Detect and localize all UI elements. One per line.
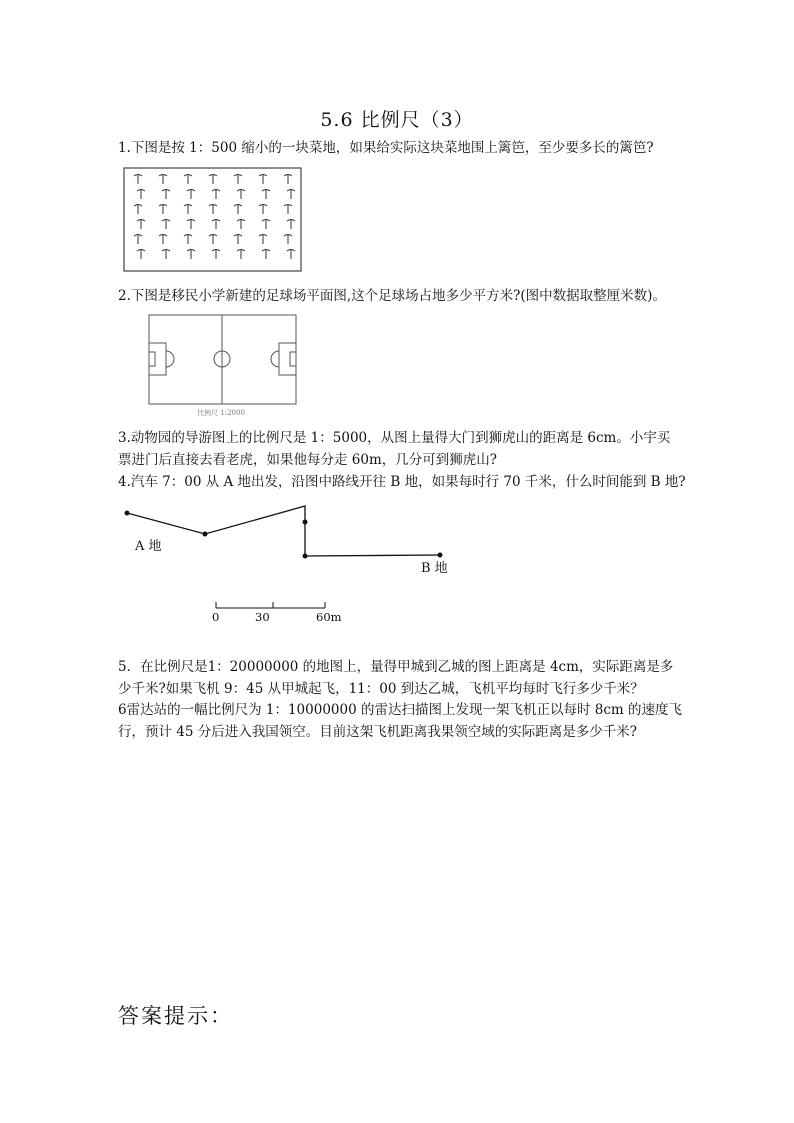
sprout-mark [184,235,192,245]
sprout-mark [287,190,295,200]
label-a: A 地 [135,539,162,554]
vegetable-plot-figure [122,166,304,274]
route-figure [115,498,455,628]
right-penalty-area [279,343,296,375]
sprout-mark [134,235,142,245]
sprout-mark [187,190,195,200]
field-scale-label: 比例尺 1:2000 [197,409,245,417]
sprout-mark [237,220,245,230]
sprout-mark [137,250,145,260]
sprout-mark [212,190,220,200]
sprout-mark [262,250,270,260]
question-5 [118,656,673,700]
sprout-mark [162,190,170,200]
route-point [303,520,308,525]
page-title: 5.6 比例尺（3） [320,109,474,131]
question-2: 2.下图是移民小学新建的足球场平面图,这个足球场占地多少平方米?(图中数据取整厘米数)。 [118,288,666,304]
sprout-mark [187,220,195,230]
sprout-mark [237,250,245,260]
question-3-line-1: 3.动物园的导游图上的比例尺是 1：5000，从图上量得大门到狮虎山的距离是 6cm。小宇买 [118,430,671,446]
sprout-mark [237,190,245,200]
sprout-mark [184,205,192,215]
sprout-mark [287,220,295,230]
sprout-mark [262,220,270,230]
sprout-mark [287,250,295,260]
sprout-mark [134,175,142,185]
sprout-mark [284,205,292,215]
sprout-mark [159,235,167,245]
sprout-mark [212,250,220,260]
sprout-mark [259,205,267,215]
sprout-mark [159,205,167,215]
sprout-mark [162,250,170,260]
route-path [127,506,440,556]
sprout-mark [284,175,292,185]
football-field-figure [145,312,300,422]
sprout-mark [209,175,217,185]
sprout-mark [212,220,220,230]
sprout-mark [262,190,270,200]
scale-tick-label: 30 [255,610,270,624]
sprout-mark [259,235,267,245]
question-6 [118,699,682,743]
sprout-mark [184,175,192,185]
question-6-line-2: 行，预计 45 分后进入我国领空。目前这架飞机距离我果领空域的实际距离是多少千米? [118,724,637,740]
point-b [438,553,443,558]
question-4: 4.汽车 7：00 从 A 地出发，沿图中路线开往 B 地，如果每时行 70 千米，什么时间能到 B 地? [118,474,686,490]
sprout-mark [234,175,242,185]
answer-heading: 答案提示： [118,1004,233,1028]
question-6-line-1: 6雷达站的一幅比例尺为 1：10000000 的雷达扫描图上发现一架飞机正以每时 8cm 的速度飞 [118,702,683,718]
question-3 [118,427,670,471]
sprout-mark [209,205,217,215]
left-goal-area [149,352,155,366]
question-5-line-2: 少千米?如果飞机 9：45 从甲城起飞，11：00 到达乙城，飞机平均每时飞行多少千米？ [118,681,644,697]
right-goal-area [290,352,296,366]
sprout-mark [284,235,292,245]
scale-tick-label: 0 [212,610,220,624]
left-penalty-arc [166,351,174,367]
sprout-mark [209,235,217,245]
route-point [203,532,208,537]
point-a [125,511,130,516]
sprout-mark [134,205,142,215]
route-point [303,554,308,559]
question-3-line-2: 票进门后直接去看老虎，如果他每分走 60m，几分可到狮虎山? [118,452,498,468]
left-penalty-area [149,343,166,375]
sprout-mark [234,205,242,215]
label-b: B 地 [421,561,448,576]
sprout-mark [234,235,242,245]
sprout-mark [137,190,145,200]
question-5-line-1: 5．在比例尺是1：20000000 的地图上，量得甲城到乙城的图上距离是 4cm，实际距离是多 [118,659,674,675]
sprout-mark [159,175,167,185]
sprout-mark [259,175,267,185]
sprout-mark [137,220,145,230]
question-1: 1.下图是按 1：500 缩小的一块菜地，如果给实际这块菜地围上篱笆，至少要多长的篱笆? [118,140,654,156]
scale-tick-label: 60m [316,610,342,624]
sprout-mark [187,250,195,260]
sprout-mark [162,220,170,230]
right-penalty-arc [271,351,279,367]
sprout-pattern [134,175,295,260]
